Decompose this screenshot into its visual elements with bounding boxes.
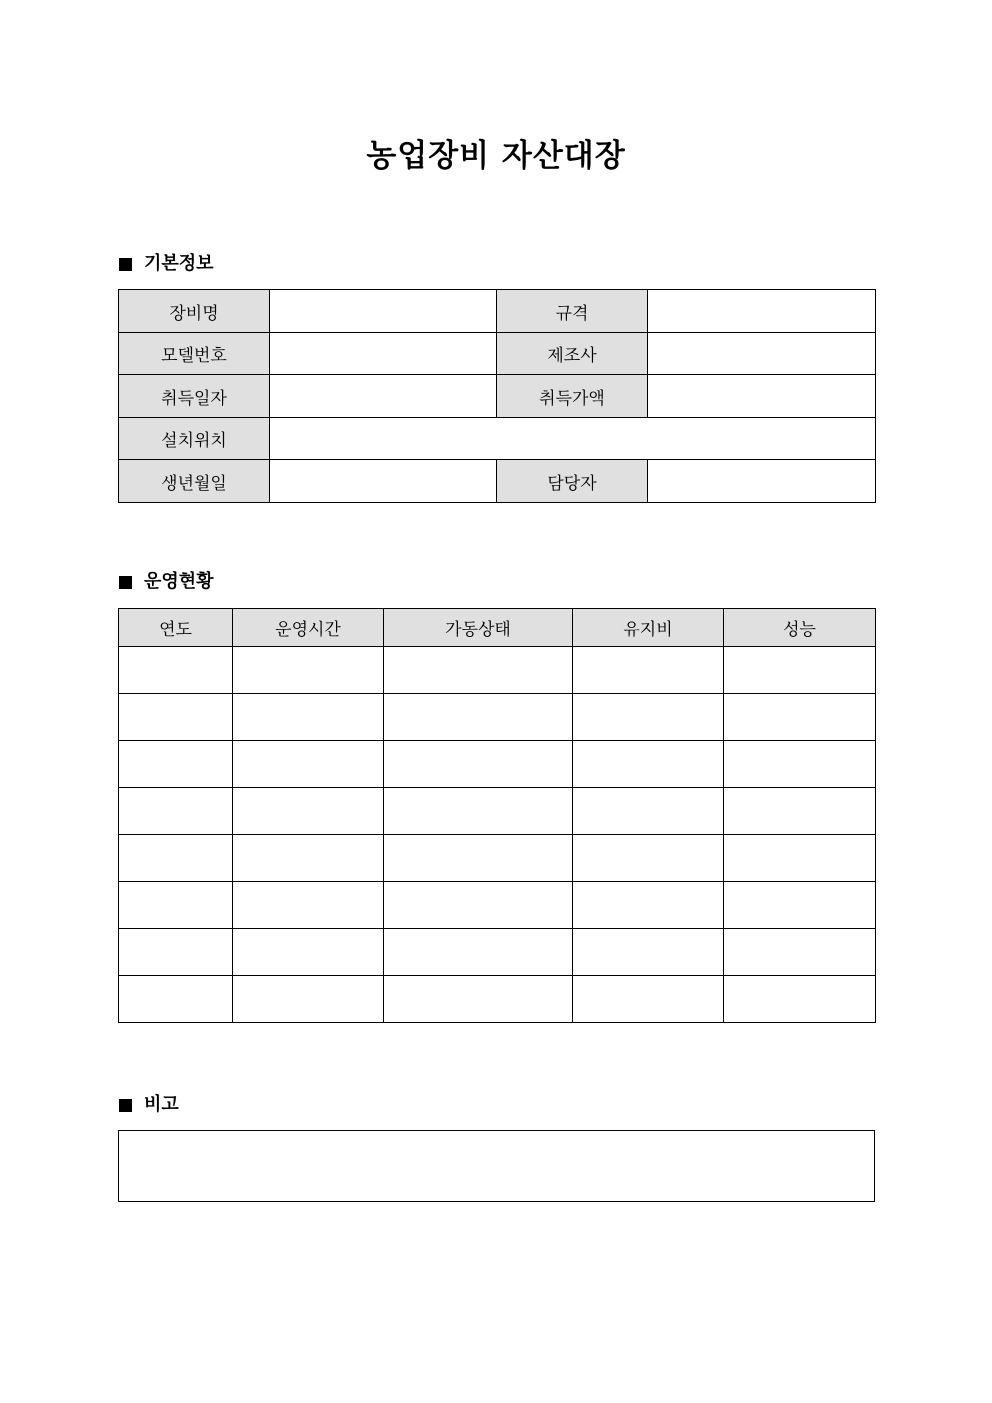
performance-cell[interactable] xyxy=(724,929,876,976)
status-cell[interactable] xyxy=(384,741,573,788)
table-row xyxy=(119,647,876,694)
performance-cell[interactable] xyxy=(724,741,876,788)
table-row xyxy=(119,788,876,835)
table-row xyxy=(119,741,876,788)
install-location-field[interactable] xyxy=(270,418,876,460)
operation-heading xyxy=(119,570,214,594)
table-row xyxy=(119,929,876,976)
acquisition-date-label: 취득일자 xyxy=(119,375,270,418)
operation-heading-text: 운영현황 xyxy=(144,571,214,592)
basic-info-table xyxy=(118,289,876,503)
performance-cell[interactable] xyxy=(724,788,876,835)
table-row xyxy=(119,418,876,460)
year-cell[interactable] xyxy=(119,882,233,929)
operating-hours-cell[interactable] xyxy=(233,788,384,835)
performance-cell[interactable] xyxy=(724,882,876,929)
remarks-heading-text: 비고 xyxy=(144,1094,179,1115)
page-title: 농업장비 자산대장 xyxy=(366,138,626,174)
remarks-box[interactable] xyxy=(118,1130,875,1202)
maintenance-cost-cell[interactable] xyxy=(573,835,724,882)
birth-date-field[interactable] xyxy=(270,460,497,503)
maintenance-cost-cell[interactable] xyxy=(573,929,724,976)
table-row xyxy=(119,694,876,741)
maintenance-cost-cell[interactable] xyxy=(573,647,724,694)
manager-label: 담당자 xyxy=(497,460,648,503)
table-row xyxy=(119,976,876,1023)
equipment-name-label: 장비명 xyxy=(119,290,270,333)
table-row xyxy=(119,835,876,882)
square-bullet-icon xyxy=(119,1099,132,1112)
maintenance-cost-cell[interactable] xyxy=(573,694,724,741)
column-header-performance: 성능 xyxy=(724,609,876,647)
status-cell[interactable] xyxy=(384,694,573,741)
model-number-field[interactable] xyxy=(270,333,497,375)
manufacturer-field[interactable] xyxy=(648,333,876,375)
manager-field[interactable] xyxy=(648,460,876,503)
performance-cell[interactable] xyxy=(724,976,876,1023)
column-header-maintenance-cost: 유지비 xyxy=(573,609,724,647)
year-cell[interactable] xyxy=(119,929,233,976)
basic-info-heading-text: 기본정보 xyxy=(144,253,214,274)
status-cell[interactable] xyxy=(384,882,573,929)
maintenance-cost-cell[interactable] xyxy=(573,788,724,835)
operating-hours-cell[interactable] xyxy=(233,929,384,976)
operating-hours-cell[interactable] xyxy=(233,741,384,788)
year-cell[interactable] xyxy=(119,647,233,694)
maintenance-cost-cell[interactable] xyxy=(573,741,724,788)
spec-label: 규격 xyxy=(497,290,648,333)
table-row xyxy=(119,333,876,375)
status-cell[interactable] xyxy=(384,929,573,976)
table-row xyxy=(119,375,876,418)
header-row xyxy=(119,609,876,647)
acquisition-price-field[interactable] xyxy=(648,375,876,418)
acquisition-date-field[interactable] xyxy=(270,375,497,418)
status-cell[interactable] xyxy=(384,647,573,694)
performance-cell[interactable] xyxy=(724,647,876,694)
model-number-label: 모델번호 xyxy=(119,333,270,375)
operation-table xyxy=(118,608,876,1023)
performance-cell[interactable] xyxy=(724,694,876,741)
basic-info-heading xyxy=(119,252,214,276)
column-header-year: 연도 xyxy=(119,609,233,647)
table-row xyxy=(119,290,876,333)
operating-hours-cell[interactable] xyxy=(233,647,384,694)
status-cell[interactable] xyxy=(384,835,573,882)
year-cell[interactable] xyxy=(119,741,233,788)
equipment-name-field[interactable] xyxy=(270,290,497,333)
operating-hours-cell[interactable] xyxy=(233,694,384,741)
table-row xyxy=(119,460,876,503)
manufacturer-label: 제조사 xyxy=(497,333,648,375)
operating-hours-cell[interactable] xyxy=(233,882,384,929)
install-location-label: 설치위치 xyxy=(119,418,270,460)
operating-hours-cell[interactable] xyxy=(233,835,384,882)
maintenance-cost-cell[interactable] xyxy=(573,882,724,929)
performance-cell[interactable] xyxy=(724,835,876,882)
square-bullet-icon xyxy=(119,576,132,589)
acquisition-price-label: 취득가액 xyxy=(497,375,648,418)
maintenance-cost-cell[interactable] xyxy=(573,976,724,1023)
year-cell[interactable] xyxy=(119,835,233,882)
spec-field[interactable] xyxy=(648,290,876,333)
year-cell[interactable] xyxy=(119,788,233,835)
year-cell[interactable] xyxy=(119,976,233,1023)
status-cell[interactable] xyxy=(384,976,573,1023)
square-bullet-icon xyxy=(119,258,132,271)
status-cell[interactable] xyxy=(384,788,573,835)
birth-date-label: 생년월일 xyxy=(119,460,270,503)
table-row xyxy=(119,882,876,929)
year-cell[interactable] xyxy=(119,694,233,741)
operating-hours-cell[interactable] xyxy=(233,976,384,1023)
remarks-heading xyxy=(119,1093,179,1117)
column-header-operating-hours: 운영시간 xyxy=(233,609,384,647)
column-header-status: 가동상태 xyxy=(384,609,573,647)
